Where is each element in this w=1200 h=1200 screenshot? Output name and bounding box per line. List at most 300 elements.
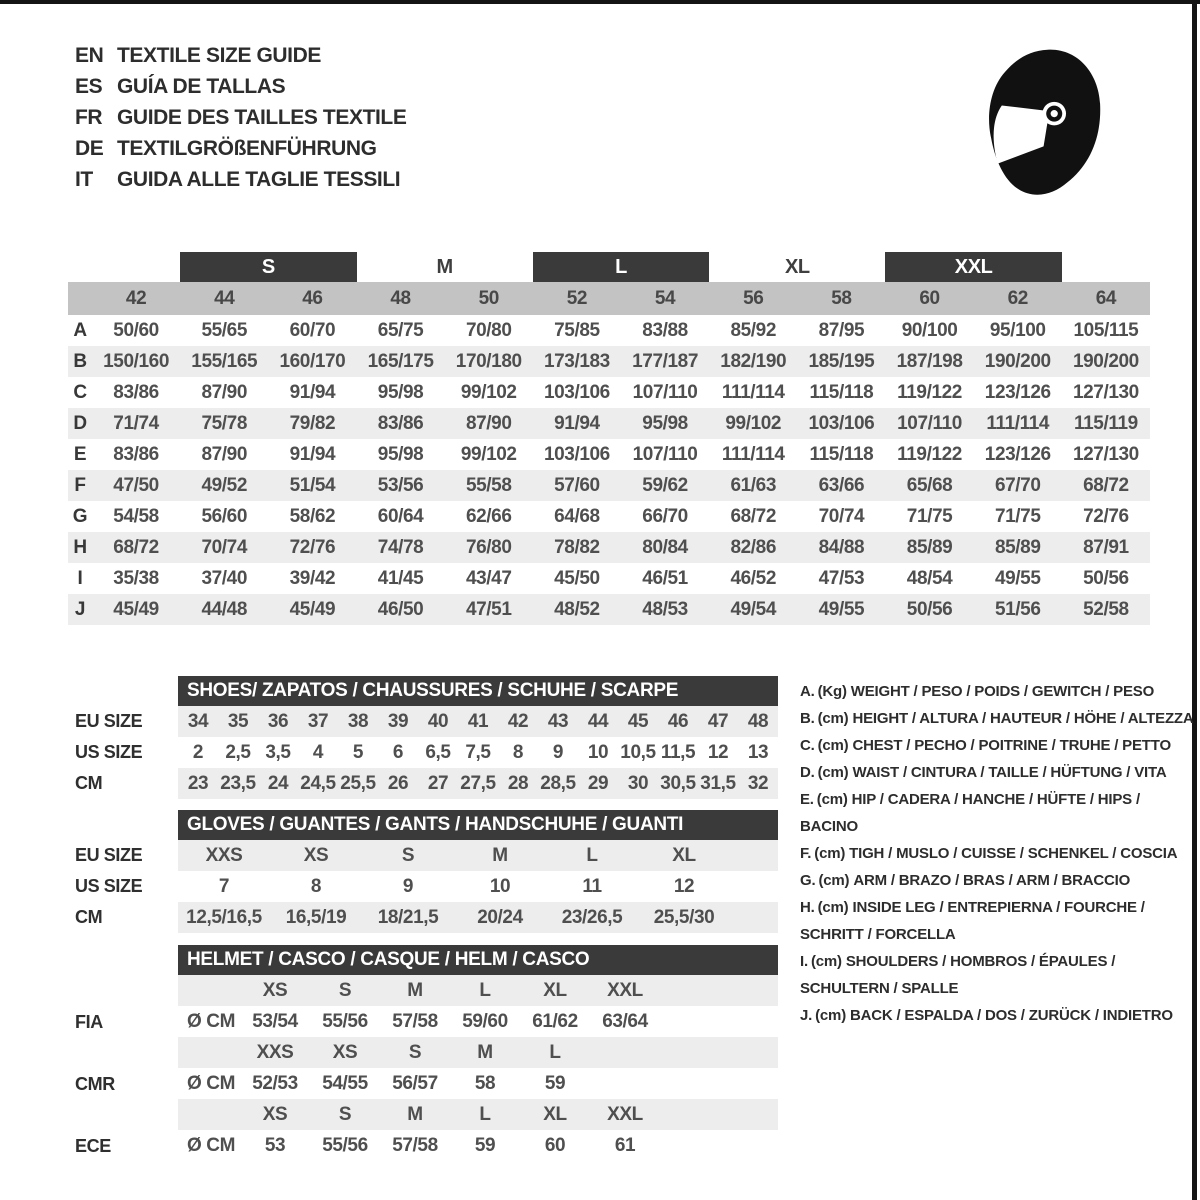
- value-cell: 9: [552, 741, 564, 763]
- size-cell: 107/110: [632, 381, 698, 403]
- size-cell: 68/72: [730, 505, 777, 527]
- textile-row: [68, 346, 1150, 377]
- size-cell: 46/51: [642, 567, 688, 589]
- value-cell: 12,5/16,5: [186, 906, 262, 928]
- size-cell: 103/106: [543, 443, 610, 465]
- value-cell: 11: [582, 875, 602, 897]
- size-cell: 39/42: [289, 567, 336, 589]
- size-cell: 49/55: [994, 567, 1041, 589]
- size-cell: 72/76: [1083, 505, 1129, 527]
- legend-item-unit: (cm): [817, 764, 849, 781]
- size-cell: 35/38: [113, 567, 159, 589]
- size-cell: 68/72: [113, 536, 159, 558]
- language-code: FR: [75, 106, 103, 129]
- size-header-cell: XXL: [607, 1103, 643, 1125]
- size-header-cell: S: [338, 1103, 352, 1125]
- value-cell: 9: [402, 875, 414, 897]
- size-cell: 90/100: [901, 319, 958, 341]
- value-cell: 11,5: [660, 741, 696, 763]
- size-group-l: L: [533, 252, 709, 282]
- size-cell: 48/54: [906, 567, 953, 589]
- textile-measurement-rows: [68, 315, 1150, 625]
- size-header-cell: XL: [543, 1103, 567, 1125]
- size-cell: 95/98: [377, 443, 424, 465]
- size-cell: 82/86: [730, 536, 777, 558]
- size-cell: 115/118: [809, 381, 874, 403]
- value-cell: 57/58: [392, 1010, 438, 1032]
- size-header-cell: L: [479, 1103, 491, 1125]
- table-row: [178, 871, 778, 902]
- size-cell: 182/190: [720, 350, 787, 372]
- side-label: ECE: [75, 1136, 111, 1156]
- legend-item-unit: (Kg): [817, 683, 847, 700]
- size-cell: 185/195: [808, 350, 875, 372]
- size-cell: 83/88: [642, 319, 688, 341]
- size-cell: 85/89: [994, 536, 1041, 558]
- size-group-xxl: XXL: [885, 252, 1061, 282]
- legend-item-key: A.: [800, 683, 815, 700]
- size-cell: 155/165: [191, 350, 258, 372]
- size-cell: 83/86: [377, 412, 424, 434]
- textile-row-label: J: [74, 598, 86, 620]
- value-cell: 23,5: [220, 772, 256, 794]
- value-cell: 20/24: [477, 906, 523, 928]
- size-cell: 85/92: [730, 319, 777, 341]
- value-cell: 61/62: [532, 1010, 578, 1032]
- value-cell: 28: [507, 772, 529, 794]
- size-group-header-row: [68, 252, 1150, 282]
- size-header-cell: XXS: [256, 1041, 294, 1063]
- size-cell: 50/56: [906, 598, 953, 620]
- value-cell: 37: [307, 710, 329, 732]
- legend-item-unit: (cm): [817, 710, 849, 727]
- size-cell: 74/78: [377, 536, 424, 558]
- gloves-rows: [178, 840, 778, 933]
- value-cell: 32: [747, 772, 769, 794]
- size-header-cell: S: [338, 979, 352, 1001]
- value-cell: 10: [587, 741, 609, 763]
- value-cell: 25,5/30: [653, 906, 715, 928]
- size-cell: 177/187: [632, 350, 699, 372]
- value-cell: 31,5: [700, 772, 736, 794]
- size-cell: 123/126: [984, 443, 1051, 465]
- table-row: [178, 737, 778, 768]
- size-cell: 95/100: [989, 319, 1046, 341]
- size-cell: 53/56: [377, 474, 424, 496]
- language-title-block: [75, 40, 406, 195]
- size-cell: 46/52: [730, 567, 777, 589]
- size-cell: 84/88: [818, 536, 865, 558]
- legend-item: [800, 867, 1200, 894]
- size-cell: 51/56: [994, 598, 1041, 620]
- value-cell: 30: [627, 772, 649, 794]
- language-row: [75, 40, 406, 71]
- value-cell: 8: [512, 741, 524, 763]
- value-cell: 39: [387, 710, 409, 732]
- table-row: [178, 706, 778, 737]
- textile-row: [68, 563, 1150, 594]
- value-cell: 56/57: [392, 1072, 438, 1094]
- size-cell: 165/175: [367, 350, 434, 372]
- legend-item-text: INSIDE LEG / ENTREPIERNA / FOURCHE / SCHRITT / FORCELLA: [800, 899, 1145, 943]
- value-cell: 57/58: [392, 1134, 438, 1156]
- size-cell: 51/54: [289, 474, 336, 496]
- textile-row-label: C: [73, 381, 87, 403]
- size-cell: 50/60: [113, 319, 159, 341]
- value-cell: 23: [187, 772, 209, 794]
- value-cell: 46: [667, 710, 689, 732]
- measurement-legend: [800, 678, 1200, 1029]
- language-row: [75, 71, 406, 102]
- size-cell: 115/119: [1074, 412, 1138, 434]
- textile-row-label: I: [77, 567, 83, 589]
- size-cell: 111/114: [986, 412, 1050, 434]
- size-cell: 41/45: [377, 567, 424, 589]
- textile-row: [68, 408, 1150, 439]
- value-cell: 5: [352, 741, 364, 763]
- size-cell: 64/68: [554, 505, 600, 527]
- value-cell: 45: [627, 710, 649, 732]
- side-label: CM: [75, 773, 103, 793]
- value-cell: 53: [264, 1134, 286, 1156]
- legend-item-unit: (cm): [815, 1007, 846, 1024]
- side-label: CM: [75, 907, 103, 927]
- value-cell: 12: [673, 875, 695, 897]
- size-cell: 70/74: [818, 505, 865, 527]
- textile-row: [68, 315, 1150, 346]
- language-code: IT: [75, 168, 93, 191]
- legend-item-key: H.: [800, 899, 815, 916]
- size-header-cell: XS: [262, 1103, 288, 1125]
- size-cell: 48/53: [642, 598, 688, 620]
- size-cell: 80/84: [642, 536, 688, 558]
- value-cell: 40: [427, 710, 449, 732]
- language-title: GUIDA ALLE TAGLIE TESSILI: [117, 168, 401, 191]
- value-cell: 16,5/19: [285, 906, 347, 928]
- size-cell: 91/94: [554, 412, 600, 434]
- size-cell: 79/82: [289, 412, 336, 434]
- size-header-cell: M: [477, 1041, 493, 1063]
- size-cell: 58/62: [289, 505, 336, 527]
- size-cell: 87/95: [818, 319, 865, 341]
- size-cell: 47/53: [818, 567, 865, 589]
- gloves-table-title: GLOVES / GUANTES / GANTS / HANDSCHUHE / GUANTI: [178, 810, 778, 840]
- textile-row-label: A: [73, 319, 87, 341]
- value-cell: 63/64: [602, 1010, 648, 1032]
- size-cell: 83/86: [113, 443, 159, 465]
- size-cell: 47/50: [113, 474, 159, 496]
- value-cell: 52/53: [252, 1072, 298, 1094]
- size-cell: 190/200: [1072, 350, 1139, 372]
- numeric-size: 48: [390, 287, 411, 309]
- size-cell: 71/75: [994, 505, 1041, 527]
- size-cell: 70/74: [201, 536, 248, 558]
- textile-row-label: B: [73, 350, 87, 372]
- size-cell: 72/76: [289, 536, 336, 558]
- size-header-cell: L: [549, 1041, 561, 1063]
- legend-item-unit: (cm): [810, 953, 842, 970]
- table-row: [178, 768, 778, 799]
- table-row: [178, 902, 778, 933]
- size-cell: 60/70: [289, 319, 336, 341]
- value-cell: 27: [427, 772, 449, 794]
- value-cell: 29: [587, 772, 609, 794]
- legend-item-key: J.: [800, 1007, 813, 1024]
- size-cell: 76/80: [465, 536, 512, 558]
- textile-row-label: H: [73, 536, 87, 558]
- size-cell: 87/90: [201, 443, 248, 465]
- legend-item-text: SHOULDERS / HOMBROS / ÉPAULES / SCHULTERN / SPALLE: [800, 953, 1116, 997]
- value-cell: 25,5: [340, 772, 376, 794]
- size-cell: 160/170: [279, 350, 346, 372]
- legend-item-unit: (cm): [818, 872, 850, 889]
- size-cell: 55/58: [465, 474, 512, 496]
- legend-item-unit: (cm): [816, 791, 848, 808]
- language-code: EN: [75, 44, 104, 67]
- size-cell: 65/68: [906, 474, 953, 496]
- size-cell: 61/63: [730, 474, 777, 496]
- helmet-size-header-row: [178, 1099, 778, 1130]
- size-cell: 71/75: [906, 505, 953, 527]
- size-cell: 57/60: [554, 474, 600, 496]
- legend-item-key: F.: [800, 845, 812, 862]
- legend-item: [800, 786, 1200, 840]
- size-cell: 190/200: [984, 350, 1051, 372]
- value-cell: 2: [192, 741, 204, 763]
- value-cell: 28,5: [540, 772, 576, 794]
- value-cell: L: [586, 844, 598, 866]
- value-cell: 41: [467, 710, 489, 732]
- side-label: US SIZE: [75, 742, 143, 762]
- helmet-rows: [178, 975, 778, 1161]
- legend-item-text: HEIGHT / ALTURA / HAUTEUR / HÖHE / ALTEZZA: [852, 710, 1194, 727]
- value-cell: 27,5: [460, 772, 496, 794]
- size-cell: 95/98: [377, 381, 424, 403]
- size-cell: 56/60: [201, 505, 248, 527]
- size-cell: 119/122: [897, 443, 962, 465]
- value-cell: 10,5: [620, 741, 656, 763]
- size-cell: 123/126: [984, 381, 1051, 403]
- numeric-size: 60: [919, 287, 940, 309]
- legend-item: [800, 1002, 1200, 1029]
- size-cell: 83/86: [113, 381, 159, 403]
- legend-item-key: G.: [800, 872, 816, 889]
- size-cell: 37/40: [201, 567, 248, 589]
- value-cell: 30,5: [660, 772, 696, 794]
- size-cell: 187/198: [896, 350, 963, 372]
- size-cell: 111/114: [721, 443, 785, 465]
- value-cell: 24,5: [300, 772, 336, 794]
- value-cell: 7,5: [465, 741, 491, 763]
- shoes-table: [178, 676, 778, 799]
- language-title: TEXTILE SIZE GUIDE: [117, 44, 321, 67]
- size-cell: 91/94: [289, 443, 336, 465]
- textile-row: [68, 594, 1150, 625]
- size-cell: 107/110: [632, 443, 698, 465]
- textile-row-label: F: [74, 474, 86, 496]
- legend-item-key: B.: [800, 710, 815, 727]
- numeric-size: 46: [302, 287, 323, 309]
- size-cell: 87/90: [465, 412, 512, 434]
- value-cell: 42: [507, 710, 529, 732]
- legend-item-key: I.: [800, 953, 808, 970]
- value-cell: 59/60: [462, 1010, 508, 1032]
- value-cell: 13: [747, 741, 769, 763]
- numeric-size: 52: [566, 287, 588, 309]
- size-cell: 45/49: [289, 598, 336, 620]
- size-group-xl: XL: [784, 256, 810, 278]
- legend-item: [800, 840, 1200, 867]
- size-cell: 45/50: [554, 567, 600, 589]
- diameter-unit-label: Ø CM: [187, 1072, 236, 1094]
- textile-row: [68, 532, 1150, 563]
- helmet-size-header-row: [178, 1037, 778, 1068]
- size-cell: 65/75: [377, 319, 424, 341]
- size-cell: 55/65: [201, 319, 248, 341]
- legend-item-unit: (cm): [817, 899, 849, 916]
- value-cell: 6: [392, 741, 404, 763]
- value-cell: 35: [227, 710, 249, 732]
- side-label: FIA: [75, 1012, 103, 1032]
- value-cell: 2,5: [225, 741, 251, 763]
- textile-row: [68, 439, 1150, 470]
- legend-item-text: HIP / CADERA / HANCHE / HÜFTE / HIPS / BACINO: [800, 791, 1140, 835]
- numeric-size: 58: [831, 287, 852, 309]
- helmet-value-row: [178, 1130, 778, 1161]
- language-title: TEXTILGRÖßENFÜHRUNG: [117, 137, 377, 160]
- size-cell: 119/122: [897, 381, 962, 403]
- size-cell: 150/160: [103, 350, 170, 372]
- value-cell: 26: [387, 772, 409, 794]
- value-cell: 59: [544, 1072, 566, 1094]
- language-code: DE: [75, 137, 104, 160]
- legend-item-unit: (cm): [817, 737, 849, 754]
- language-title: GUIDE DES TAILLES TEXTILE: [117, 106, 407, 129]
- numeric-size: 44: [214, 287, 235, 309]
- size-cell: 91/94: [289, 381, 336, 403]
- size-cell: 75/78: [201, 412, 248, 434]
- helmet-value-row: [178, 1068, 778, 1099]
- size-cell: 52/58: [1083, 598, 1129, 620]
- size-group-m: M: [436, 256, 453, 278]
- legend-item-key: C.: [800, 737, 815, 754]
- legend-item-key: D.: [800, 764, 815, 781]
- size-cell: 173/183: [543, 350, 610, 372]
- value-cell: 55/56: [322, 1134, 368, 1156]
- textile-row-label: E: [73, 443, 87, 465]
- value-cell: 61: [614, 1134, 636, 1156]
- numeric-size: 56: [743, 287, 764, 309]
- size-cell: 78/82: [554, 536, 600, 558]
- legend-item-text: TIGH / MUSLO / CUISSE / SCHENKEL / COSCIA: [849, 845, 1178, 862]
- value-cell: 38: [347, 710, 369, 732]
- value-cell: 59: [474, 1134, 496, 1156]
- value-cell: 58: [474, 1072, 496, 1094]
- size-cell: 170/180: [455, 350, 522, 372]
- helmet-table-title: HELMET / CASCO / CASQUE / HELM / CASCO: [178, 945, 778, 975]
- value-cell: M: [492, 844, 508, 866]
- side-label: US SIZE: [75, 876, 143, 896]
- language-row: [75, 133, 406, 164]
- numeric-size-row: [68, 282, 1150, 315]
- value-cell: 54/55: [322, 1072, 368, 1094]
- size-cell: 54/58: [113, 505, 159, 527]
- value-cell: 10: [489, 875, 511, 897]
- size-cell: 50/56: [1083, 567, 1129, 589]
- size-cell: 105/115: [1073, 319, 1139, 341]
- size-header-cell: M: [407, 1103, 423, 1125]
- size-cell: 71/74: [113, 412, 159, 434]
- size-cell: 67/70: [994, 474, 1041, 496]
- language-row: [75, 102, 406, 133]
- value-cell: 3,5: [265, 741, 291, 763]
- value-cell: XXS: [205, 844, 243, 866]
- value-cell: S: [401, 844, 415, 866]
- size-cell: 47/51: [465, 598, 512, 620]
- legend-item-text: ARM / BRAZO / BRAS / ARM / BRACCIO: [853, 872, 1131, 889]
- size-cell: 99/102: [460, 443, 517, 465]
- legend-item: [800, 705, 1200, 732]
- legend-item: [800, 948, 1200, 1002]
- size-cell: 48/52: [554, 598, 600, 620]
- size-cell: 103/106: [543, 381, 610, 403]
- value-cell: 24: [267, 772, 289, 794]
- size-header-cell: XS: [262, 979, 288, 1001]
- shoes-table-title: SHOES/ ZAPATOS / CHAUSSURES / SCHUHE / SCARPE: [178, 676, 778, 706]
- size-header-cell: XS: [332, 1041, 358, 1063]
- size-cell: 87/90: [201, 381, 248, 403]
- size-cell: 127/130: [1072, 381, 1139, 403]
- helmet-value-row: [178, 1006, 778, 1037]
- value-cell: 48: [747, 710, 769, 732]
- legend-item: [800, 894, 1200, 948]
- diameter-unit-label: Ø CM: [187, 1134, 236, 1156]
- legend-item-unit: (cm): [814, 845, 846, 862]
- textile-size-table: [68, 252, 1150, 625]
- numeric-size: 62: [1007, 287, 1028, 309]
- textile-row: [68, 377, 1150, 408]
- legend-item-key: E.: [800, 791, 814, 808]
- size-cell: 59/62: [642, 474, 688, 496]
- side-label: EU SIZE: [75, 711, 143, 731]
- numeric-size: 64: [1095, 287, 1117, 309]
- value-cell: 12: [707, 741, 729, 763]
- size-cell: 87/91: [1083, 536, 1129, 558]
- size-cell: 85/89: [906, 536, 953, 558]
- value-cell: 23/26,5: [561, 906, 623, 928]
- size-header-cell: M: [407, 979, 423, 1001]
- size-cell: 75/85: [554, 319, 600, 341]
- value-cell: 43: [547, 710, 569, 732]
- language-row: [75, 164, 406, 195]
- numeric-size: 54: [654, 287, 676, 309]
- size-header-cell: S: [408, 1041, 422, 1063]
- top-border-line: [0, 0, 1200, 4]
- size-cell: 127/130: [1072, 443, 1139, 465]
- size-cell: 70/80: [465, 319, 512, 341]
- side-label: EU SIZE: [75, 845, 143, 865]
- size-cell: 60/64: [377, 505, 424, 527]
- size-cell: 99/102: [725, 412, 782, 434]
- shoes-rows: [178, 706, 778, 799]
- legend-item-text: CHEST / PECHO / POITRINE / TRUHE / PETTO: [852, 737, 1171, 754]
- value-cell: 44: [587, 710, 609, 732]
- side-label: CMR: [75, 1074, 115, 1094]
- size-cell: 95/98: [642, 412, 688, 434]
- table-row: [178, 840, 778, 871]
- value-cell: 6,5: [425, 741, 451, 763]
- size-cell: 43/47: [465, 567, 512, 589]
